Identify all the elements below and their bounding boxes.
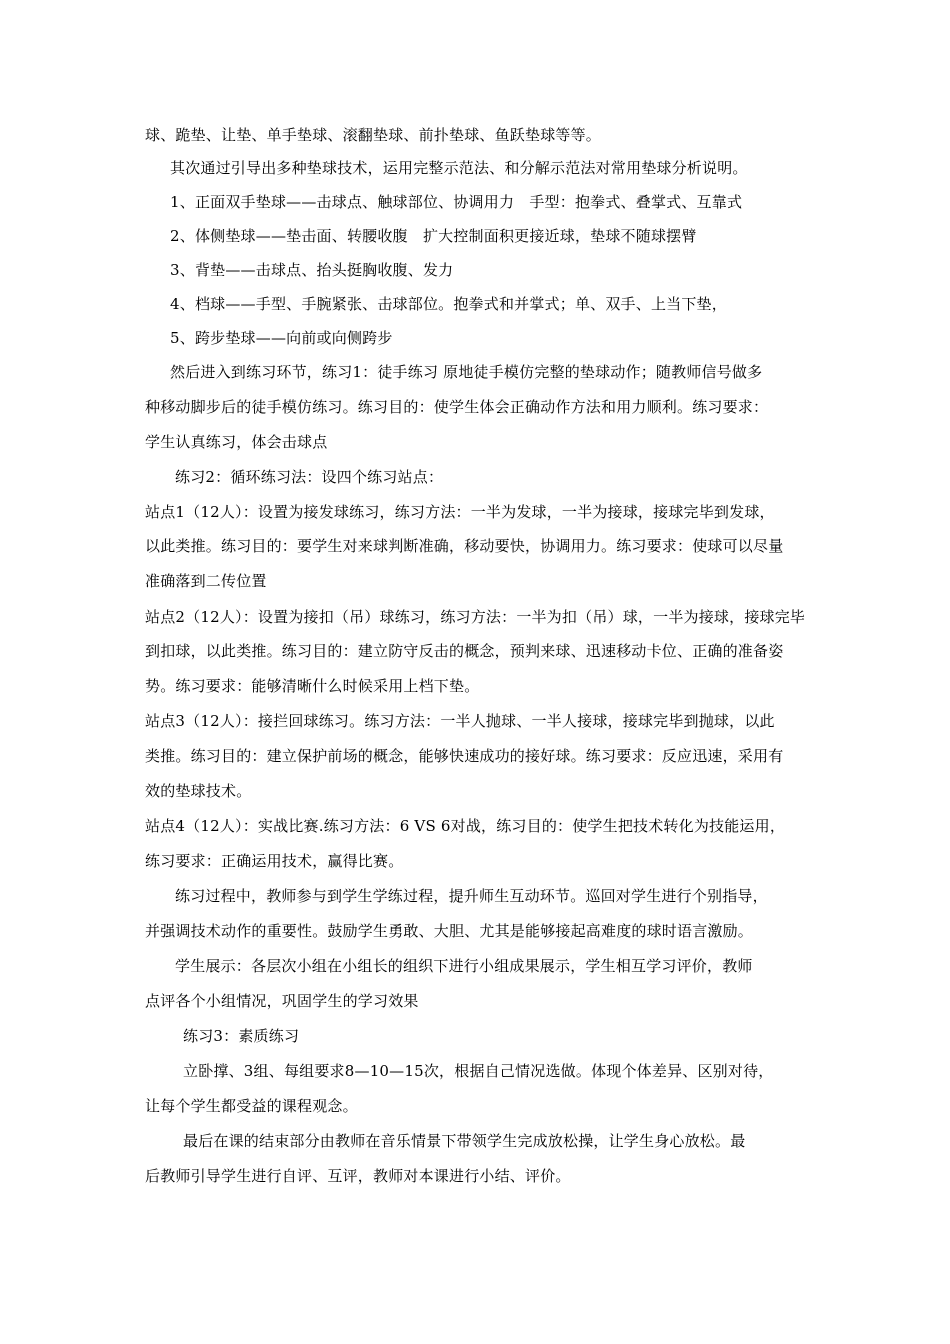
text-line: 后教师引导学生进行自评、互评，教师对本课进行小结、评价。 <box>145 1167 571 1185</box>
text-line: 3、背垫——击球点、抬头挺胸收腹、发力 <box>170 261 454 279</box>
text-line: 然后进入到练习环节，练习1：徒手练习 原地徒手模仿完整的垫球动作；随教师信号做多 <box>170 363 763 381</box>
text-line: 到扣球，以此类推。练习目的：建立防守反击的概念，预判来球、迅速移动卡位、正确的准备姿 <box>145 642 784 660</box>
text-line: 类推。练习目的：建立保护前场的概念，能够快速成功的接好球。练习要求：反应迅速，采用有 <box>145 747 784 765</box>
text-line: 练习2：循环练习法：设四个练习站点： <box>175 468 444 486</box>
text-line: 种移动脚步后的徒手模仿练习。练习目的：使学生体会正确动作方法和用力顺利。练习要求： <box>145 398 769 416</box>
text-line: 学生认真练习，体会击球点 <box>145 433 328 451</box>
text-line: 练习要求：正确运用技术，赢得比赛。 <box>145 852 404 870</box>
text-line: 站点4（12人）：实战比赛.练习方法：6 VS 6对战，练习目的：使学生把技术转化为技能运用， <box>145 817 786 835</box>
text-line: 站点1（12人）：设置为接发球练习，练习方法：一半为发球，一半为接球，接球完毕到发球， <box>145 503 775 521</box>
text-line: 学生展示：各层次小组在小组长的组织下进行小组成果展示，学生相互学习评价，教师 <box>175 957 753 975</box>
text-line: 立卧撑、3组、每组要求8—10—15次，根据自己情况选做。体现个体差异、区别对待， <box>183 1062 774 1080</box>
text-line: 站点3（12人）：接拦回球练习。练习方法：一半人抛球、一半人接球，接球完毕到抛球，以此 <box>145 712 775 730</box>
text-line: 2、体侧垫球——垫击面、转腰收腹 扩大控制面积更接近球，垫球不随球摆臂 <box>170 227 697 245</box>
text-line: 练习3：素质练习 <box>183 1027 300 1045</box>
text-line: 练习过程中，教师参与到学生学练过程，提升师生互动环节。巡回对学生进行个别指导， <box>175 887 768 905</box>
text-line: 以此类推。练习目的：要学生对来球判断准确，移动要快，协调用力。练习要求：使球可以尽量 <box>145 537 784 555</box>
text-line: 5、跨步垫球——向前或向侧跨步 <box>170 329 393 347</box>
text-line: 球、跪垫、让垫、单手垫球、滚翻垫球、前扑垫球、鱼跃垫球等等。 <box>145 126 602 144</box>
text-line: 点评各个小组情况，巩固学生的学习效果 <box>145 992 419 1010</box>
text-line: 准确落到二传位置 <box>145 572 267 590</box>
text-line: 1、正面双手垫球——击球点、触球部位、协调用力 手型：抱拳式、叠掌式、互靠式 <box>170 193 743 211</box>
text-line: 势。练习要求：能够清晰什么时候采用上档下垫。 <box>145 677 480 695</box>
text-line: 最后在课的结束部分由教师在音乐情景下带领学生完成放松操，让学生身心放松。最 <box>183 1132 746 1150</box>
text-line: 站点2（12人）：设置为接扣（吊）球练习，练习方法：一半为扣（吊）球，一半为接球，接球完毕 <box>145 608 806 626</box>
text-line: 其次通过引导出多种垫球技术，运用完整示范法、和分解示范法对常用垫球分析说明。 <box>170 159 748 177</box>
text-line: 4、档球——手型、手腕紧张、击球部位。抱拳式和并掌式；单、双手、上当下垫， <box>170 295 727 313</box>
text-line: 效的垫球技术。 <box>145 782 252 800</box>
text-line: 并强调技术动作的重要性。鼓励学生勇敢、大胆、尤其是能够接起高难度的球时语言激励。 <box>145 922 754 940</box>
text-line: 让每个学生都受益的课程观念。 <box>145 1097 358 1115</box>
